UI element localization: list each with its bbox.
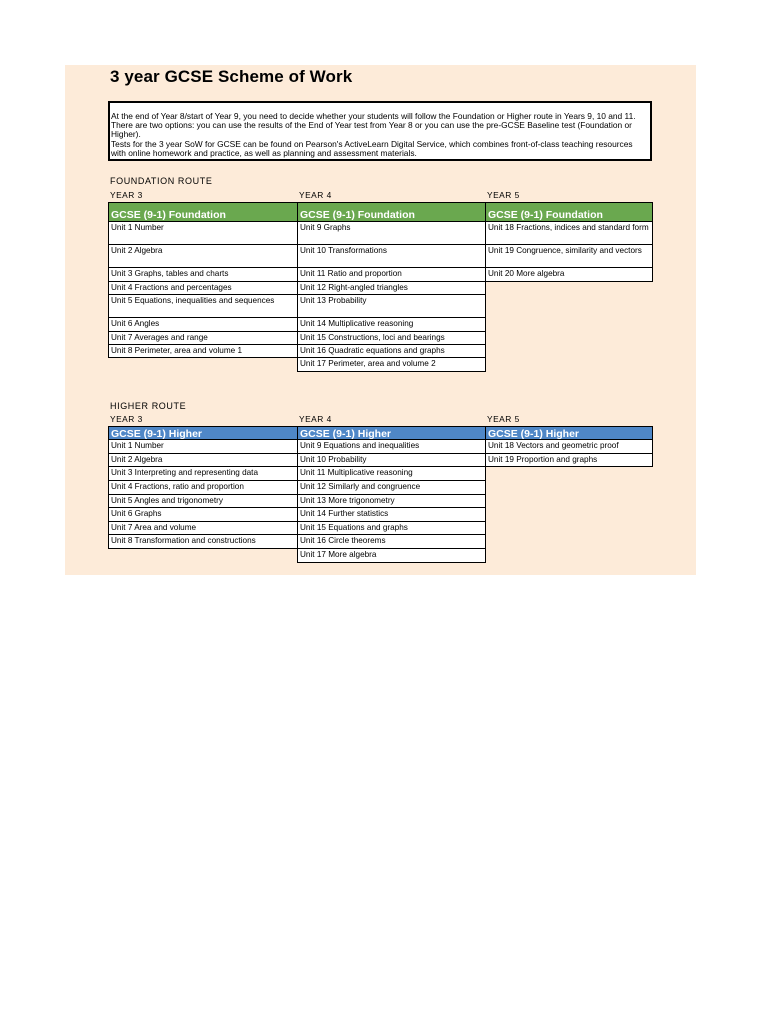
higher-year5-column — [485, 426, 653, 467]
unit-cell: Unit 1 Number — [108, 222, 298, 245]
unit-cell: Unit 5 Equations, inequalities and sequences — [108, 295, 298, 318]
unit-cell: Unit 14 Multiplicative reasoning — [297, 318, 486, 332]
intro-paragraph: At the end of Year 8/start of Year 9, you need to decide whether your students will follow the Foundation or Higher route in Years 9, 10 and 11. There are two options: you can use the results of the End of Year test from Year 8 or you can use the pre-GCSE Baseline test (Foundation or Higher). — [111, 111, 636, 140]
column-header: GCSE (9-1) Higher — [297, 426, 486, 440]
unit-cell: Unit 1 Number — [108, 440, 298, 454]
unit-cell: Unit 8 Perimeter, area and volume 1 — [108, 345, 298, 358]
unit-cell: Unit 11 Ratio and proportion — [297, 268, 486, 282]
foundation-route-label: FOUNDATION ROUTE — [110, 176, 213, 186]
unit-cell: Unit 19 Congruence, similarity and vectors — [485, 245, 653, 268]
unit-cell: Unit 2 Algebra — [108, 454, 298, 467]
unit-cell: Unit 12 Similarly and congruence — [297, 481, 486, 495]
unit-cell: Unit 7 Averages and range — [108, 332, 298, 345]
intro-paragraph: Tests for the 3 year SoW for GCSE can be found on Pearson's ActiveLearn Digital Service, which combines front-of-class teaching resources with online homework and practice, as well as planning and assessment materials. — [111, 138, 633, 158]
unit-cell: Unit 9 Equations and inequalities — [297, 440, 486, 454]
column-header: GCSE (9-1) Foundation — [485, 202, 653, 222]
unit-cell: Unit 10 Transformations — [297, 245, 486, 268]
higher-year-label: YEAR 5 — [487, 414, 520, 424]
foundation-year3-column — [108, 202, 298, 358]
unit-cell: Unit 15 Equations and graphs — [297, 522, 486, 535]
unit-cell: Unit 7 Area and volume — [108, 522, 298, 535]
column-header: GCSE (9-1) Foundation — [297, 202, 486, 222]
unit-cell: Unit 10 Probability — [297, 454, 486, 467]
foundation-year-label: YEAR 3 — [110, 190, 143, 200]
unit-cell: Unit 12 Right-angled triangles — [297, 282, 486, 295]
unit-cell: Unit 5 Angles and trigonometry — [108, 495, 298, 508]
intro-box — [108, 101, 652, 161]
unit-cell: Unit 15 Constructions, loci and bearings — [297, 332, 486, 345]
unit-cell: Unit 2 Algebra — [108, 245, 298, 268]
higher-year-label: YEAR 4 — [299, 414, 332, 424]
unit-cell: Unit 18 Vectors and geometric proof — [485, 440, 653, 454]
foundation-year-label: YEAR 5 — [487, 190, 520, 200]
unit-cell: Unit 13 Probability — [297, 295, 486, 318]
column-header: GCSE (9-1) Higher — [485, 426, 653, 440]
unit-cell: Unit 17 More algebra — [297, 549, 486, 563]
unit-cell: Unit 4 Fractions, ratio and proportion — [108, 481, 298, 495]
higher-year-label: YEAR 3 — [110, 414, 143, 424]
column-header: GCSE (9-1) Higher — [108, 426, 298, 440]
unit-cell: Unit 6 Angles — [108, 318, 298, 332]
higher-year3-column — [108, 426, 298, 549]
foundation-year5-column — [485, 202, 653, 282]
unit-cell: Unit 3 Graphs, tables and charts — [108, 268, 298, 282]
unit-cell: Unit 13 More trigonometry — [297, 495, 486, 508]
unit-cell: Unit 16 Circle theorems — [297, 535, 486, 549]
unit-cell: Unit 20 More algebra — [485, 268, 653, 282]
unit-cell: Unit 6 Graphs — [108, 508, 298, 522]
column-header: GCSE (9-1) Foundation — [108, 202, 298, 222]
unit-cell: Unit 3 Interpreting and representing data — [108, 467, 298, 481]
unit-cell: Unit 17 Perimeter, area and volume 2 — [297, 358, 486, 372]
page-title: 3 year GCSE Scheme of Work — [110, 67, 353, 86]
foundation-year4-column — [297, 202, 486, 372]
unit-cell: Unit 4 Fractions and percentages — [108, 282, 298, 295]
unit-cell: Unit 9 Graphs — [297, 222, 486, 245]
unit-cell: Unit 19 Proportion and graphs — [485, 454, 653, 467]
unit-cell: Unit 18 Fractions, indices and standard form — [485, 222, 653, 245]
unit-cell: Unit 8 Transformation and constructions — [108, 535, 298, 549]
unit-cell: Unit 16 Quadratic equations and graphs — [297, 345, 486, 358]
foundation-year-label: YEAR 4 — [299, 190, 332, 200]
unit-cell: Unit 11 Multiplicative reasoning — [297, 467, 486, 481]
unit-cell: Unit 14 Further statistics — [297, 508, 486, 522]
higher-year4-column — [297, 426, 486, 563]
higher-route-label: HIGHER ROUTE — [110, 401, 187, 411]
